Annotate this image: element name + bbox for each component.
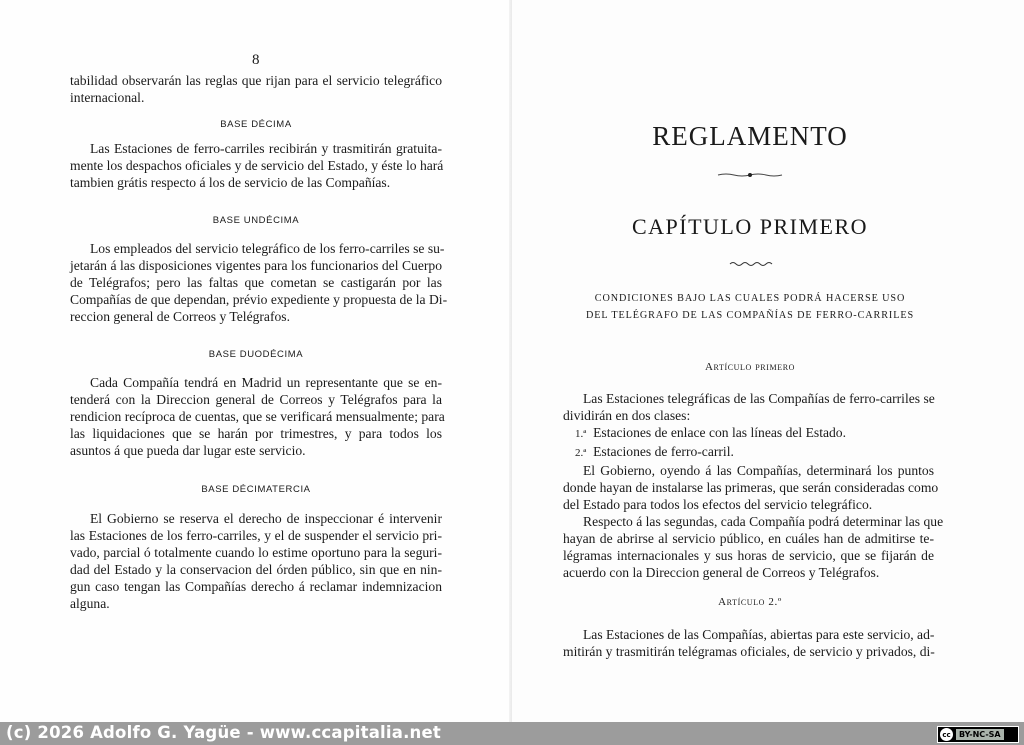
article-heading: Artículo primero	[704, 361, 796, 373]
text-line: hayan de abrirse al servicio público, en cuáles han de admitirse te-	[563, 531, 934, 546]
text-line: El Gobierno se reserva el derecho de inspeccionar é intervenir	[90, 511, 442, 526]
text-line: gun caso tengan las Compañías derecho á reclamar indemnizacion	[70, 579, 442, 594]
text-line: légramas internacionales y sus horas de servicio, que se fijarán de	[563, 548, 934, 563]
text-line: donde hayan de instalarse las primeras, que serán consideradas como	[563, 480, 939, 495]
list-item-text: Estaciones de enlace con las líneas del Estado.	[593, 425, 846, 440]
list-item-number: 2.ª	[575, 447, 587, 459]
subtitle-line: DEL TELÉGRAFO DE LAS COMPAÑÍAS DE FERRO-CARRILES	[585, 310, 915, 321]
list-item	[563, 443, 934, 462]
article-paragraph	[563, 390, 944, 581]
text-line: vado, parcial ó totalmente cuando lo estime oportuno para la seguri-	[70, 545, 442, 560]
list-item-number: 1.ª	[575, 428, 587, 440]
text-line: El Gobierno, oyendo á las Compañías, determinará los puntos	[583, 463, 934, 478]
text-line: tambien grátis respecto á los de servicio de las Compañías.	[70, 175, 391, 190]
text-line: dividirán en dos clases:	[563, 408, 691, 423]
chapter-title: CAPÍTULO PRIMERO	[631, 214, 869, 239]
cc-icon: cc	[940, 728, 953, 741]
text-line: mitirán y trasmitirán telégramas oficiales, de servicio y privados, di-	[563, 644, 935, 659]
section-paragraph	[70, 510, 442, 612]
text-line: reccion general de Correos y Telégrafos.	[70, 309, 290, 324]
section-paragraph	[70, 140, 442, 191]
text-line: las Estaciones de los ferro-carriles, y el de suspender el servicio pri-	[70, 528, 442, 543]
text-line: acuerdo con la Direccion general de Correos y Telégrafos.	[563, 565, 880, 580]
text-line: alguna.	[70, 596, 110, 611]
left-page	[0, 0, 512, 722]
text-line: Las Estaciones de ferro-carriles recibirán y trasmitirán gratuita-	[90, 141, 442, 156]
cc-license-badge[interactable]	[937, 726, 1019, 743]
text-line: del Estado para todos los efectos del servicio telegráfico.	[563, 497, 873, 512]
main-title: REGLAMENTO	[652, 121, 848, 151]
text-line: Compañías de que dependan, prévio expediente y propuesta de la Di-	[70, 292, 448, 307]
text-line: tenderá con la Direccion general de Correos y Telégrafos para la	[70, 392, 442, 407]
section-heading: BASE DÉCIMATERCIA	[201, 484, 311, 495]
text-line: Respecto á las segundas, cada Compañía podrá determinar las que	[583, 514, 944, 529]
text-line: rendicion recíproca de cuentas, que se verificará mensualmente; para	[70, 409, 445, 424]
footer-bar	[0, 722, 1024, 745]
ornament-divider	[716, 172, 784, 178]
article-heading: Artículo 2.º	[718, 596, 782, 608]
copyright-text: (c) 2026 Adolfo G. Yagüe - www.ccapitalia.net	[6, 723, 441, 742]
section-heading: BASE DÉCIMA	[220, 119, 292, 130]
text-line: mente los despachos oficiales y de servicio del Estado, y éste lo hará	[70, 158, 444, 173]
wavy-divider	[729, 261, 773, 267]
text-line: Las Estaciones de las Compañías, abiertas para este servicio, ad-	[583, 627, 935, 642]
article-paragraph	[563, 626, 934, 660]
section-heading: BASE DUODÉCIMA	[208, 349, 304, 360]
page-number: 8	[252, 52, 260, 68]
text-line: Los empleados del servicio telegráfico de los ferro-carriles se su-	[90, 241, 445, 256]
text-line: dad del Estado y la conservacion del órden público, sin que en nin-	[70, 562, 442, 577]
license-label: BY-NC-SA	[956, 729, 1004, 740]
chapter-subtitle	[560, 290, 940, 324]
section-heading: BASE UNDÉCIMA	[212, 215, 300, 226]
text-line: de Telégrafos; pero las faltas que cometan se castigarán por las	[70, 275, 442, 290]
text-line: Cada Compañía tendrá en Madrid un representante que se en-	[90, 375, 442, 390]
list-item	[563, 424, 934, 443]
text-line: Las Estaciones telegráficas de las Compañías de ferro-carriles se	[583, 391, 935, 406]
continuation-paragraph	[70, 72, 442, 106]
subtitle-line: CONDICIONES BAJO LAS CUALES PODRÁ HACERSE USO	[594, 293, 906, 304]
text-line: internacional.	[70, 90, 145, 105]
text-line: las liquidaciones que se harán por trimestres, y para todos los	[70, 426, 442, 441]
text-line: jetarán á las disposiciones vigentes para los funcionarios del Cuerpo	[70, 258, 442, 273]
text-line: asuntos á que pueda dar lugar este servicio.	[70, 443, 306, 458]
text-line: tabilidad observarán las reglas que rijan para el servicio telegráfico	[70, 73, 442, 88]
list-item-text: Estaciones de ferro-carril.	[593, 444, 734, 459]
section-paragraph	[70, 374, 445, 459]
section-paragraph	[70, 240, 448, 325]
